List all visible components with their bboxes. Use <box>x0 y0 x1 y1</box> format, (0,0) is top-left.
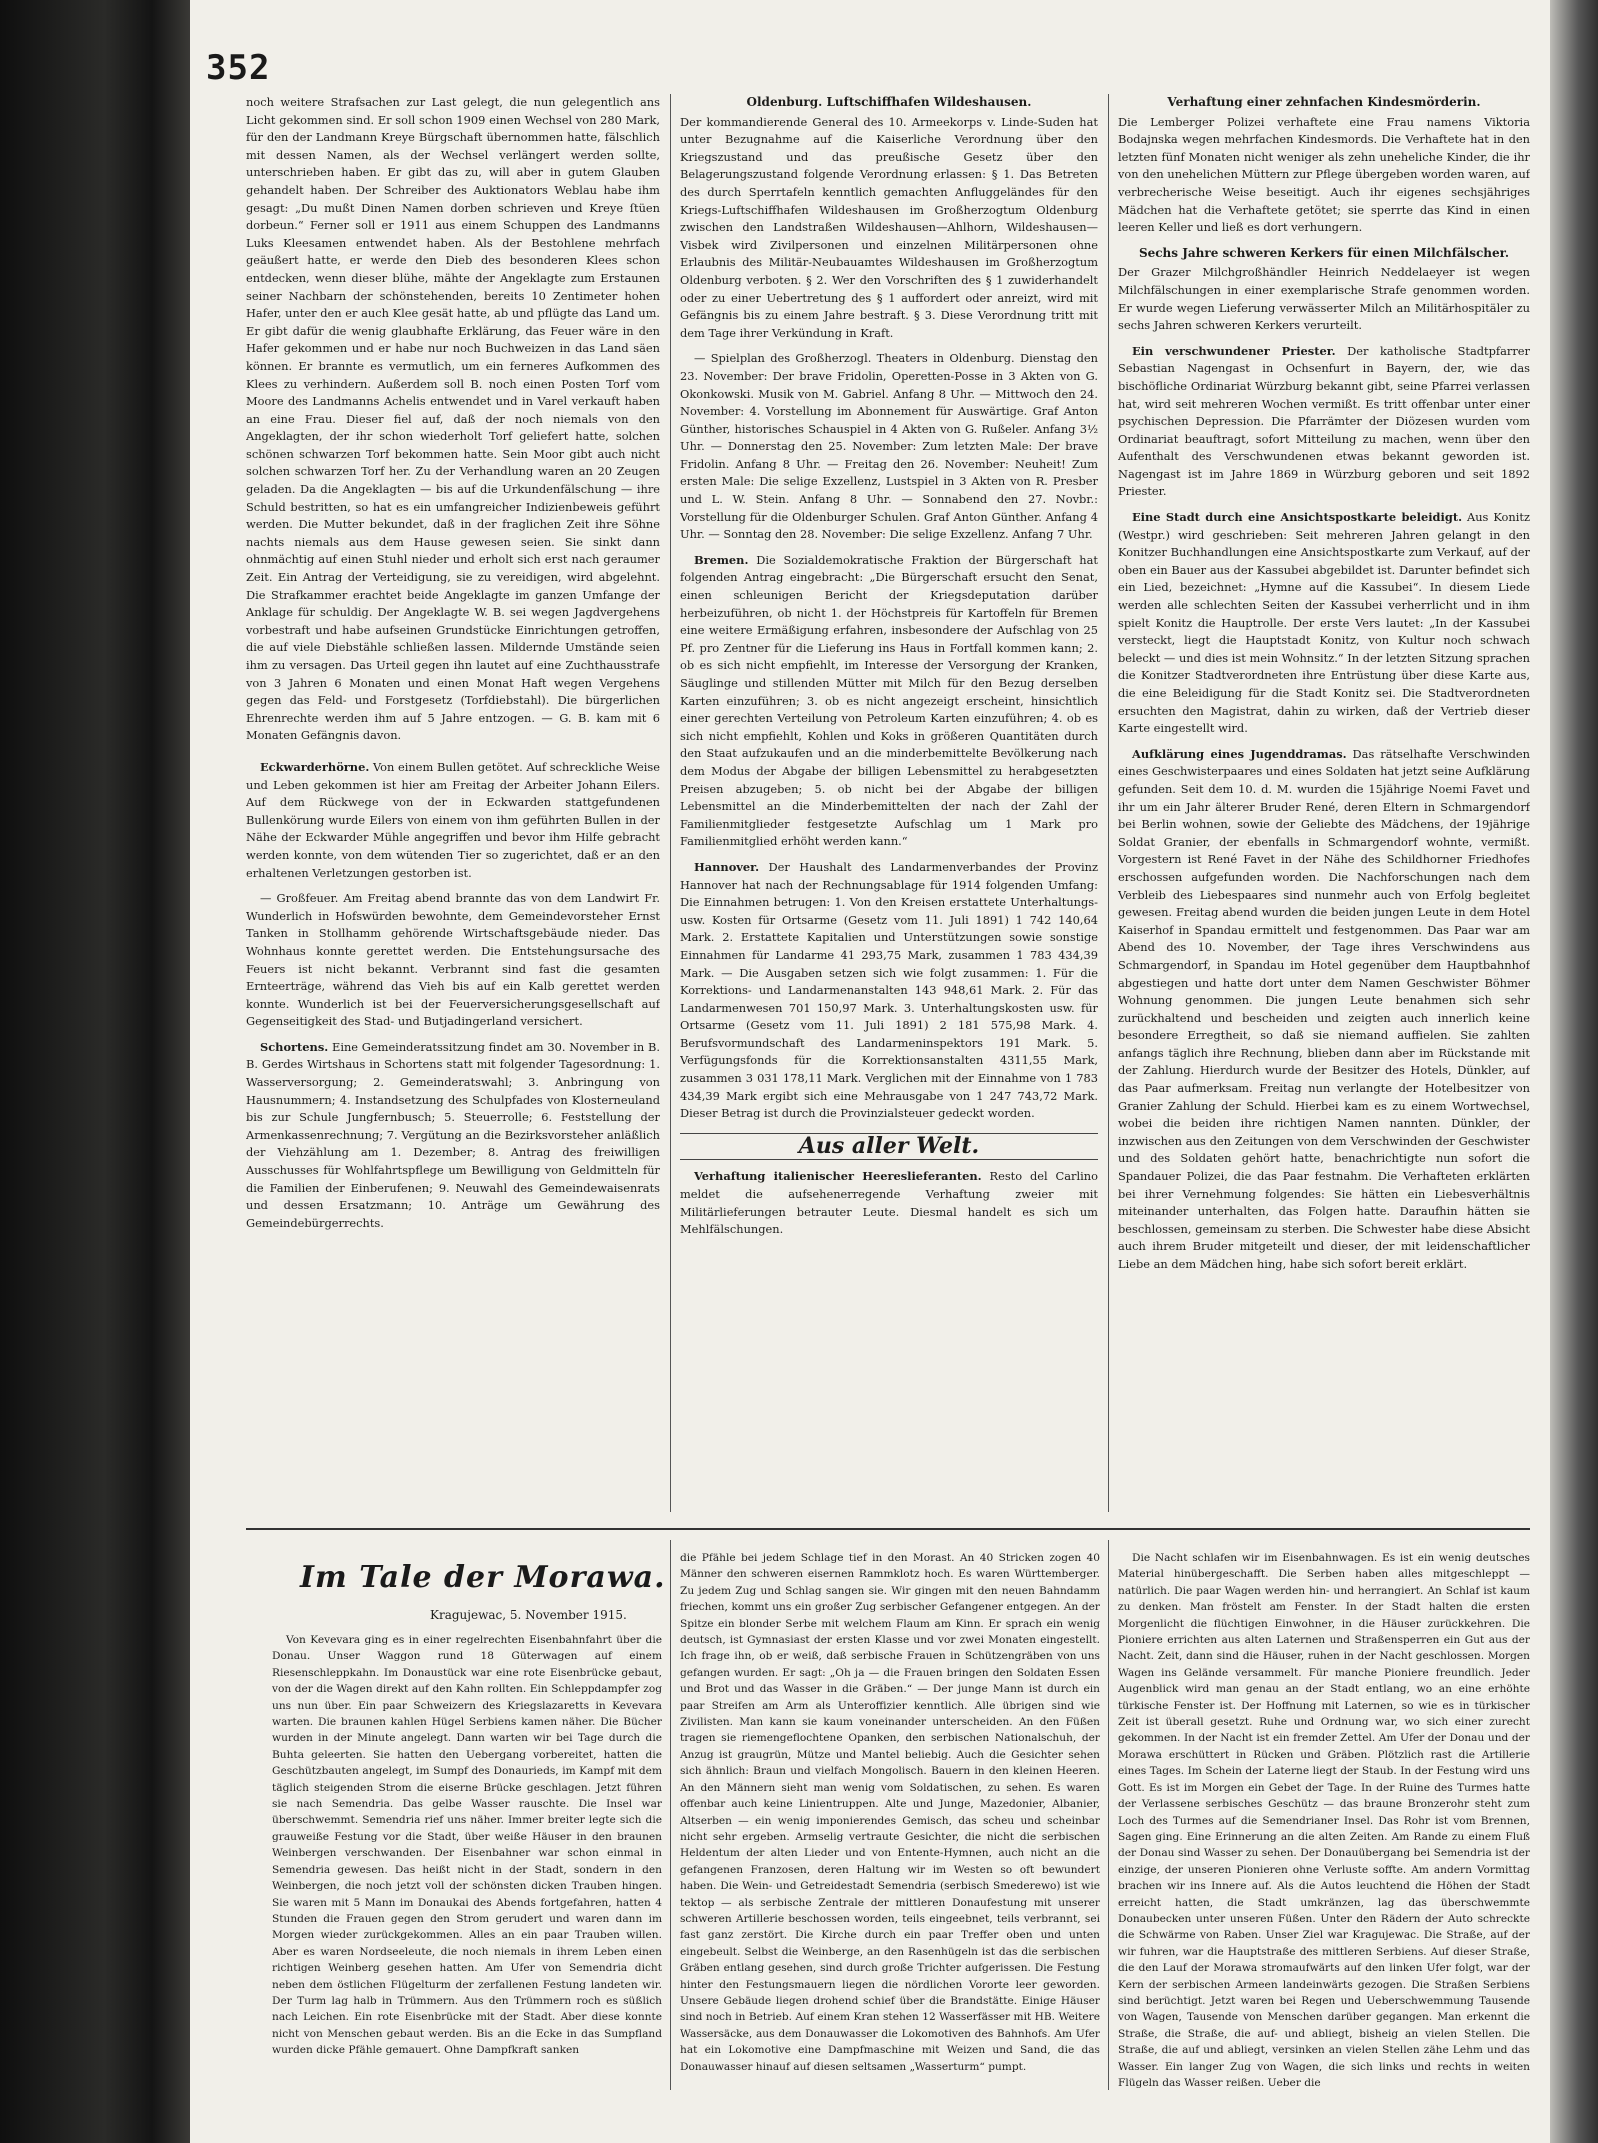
article-headline: Sechs Jahre schweren Kerkers für einen Milchfälscher. <box>1138 245 1510 260</box>
article-paragraph <box>1118 509 1530 738</box>
article-dateline: Hannover. <box>694 859 760 874</box>
article-paragraph <box>1118 746 1530 1274</box>
article-dateline: Schortens. <box>260 1039 329 1054</box>
column-1 <box>246 94 660 1514</box>
article-paragraph: Die Nacht schlafen wir im Eisenbahnwagen. Es ist ein wenig deutsches Material hinübergeschafft. Die Serben haben alles mitgeschleppt — natürlich. Die paar Wagen werden hin- und herrangiert. An Schlaf ist kaum zu denken. Man fröstelt am Fenster. In der Stadt halten die ersten Morgenlicht die flüchtigen Einwohner, in die Häuser zurückkehren. Die Pioniere errichten aus alten Laternen und Straßensperren ein Gut aus der Nacht. Zeit, dann sind die Häuser, ruhen in der Nacht geschlossen. Morgen Wagen ins Gelände versammelt. Für manche Pioniere freundlich. Jeder Augenblick wird man genau an der Stadt entlang, wo an eine erhöhte türkische Fenster ist. Der Hoffnung mit Laternen, so wie es in türkischer Zeit ist überall gesetzt. Ruhe und Ordnung war, wo sich einer zurecht gekommen. In der Nacht ist ein fremder Zettel. Am Ufer der Donau und der Morawa erschüttert in Rücken und Gräben. Plötzlich rast die Artillerie eines Tages. Im Schein der Laterne liegt der Staub. In der Festung wird uns Gott. Es ist im Morgen ein Gebet der Tage. In der Ruine des Turmes hatte der Verlassene serbisches Geschütz — das braune Bronzerohr steht zum Loch des Turmes auf die Semendrianer Insel. Das Rohr ist vom Brennen, Sagen ging. Eine Erinnerung an die alten Zeiten. Am Rande zu einem Fluß der Donau sind Wasser zu sehen. Der Donauübergang bei Semendria ist der einzige, der unseren Pionieren ohne Verluste soffte. Am andern Vormittag brachen wir ins Innere auf. Als die Autos leuchtend die Höhen der Stadt erreicht hatten, die Stadt umkränzen, lag das überschwemmte Donaubecken unter unseren Füßen. Unter den Rädern der Auto schreckte die Schwärme von Raben. Unser Ziel war Kragujewac. Die Straße, auf der wir fuhren, war die Hauptstraße des mittleren Serbiens. Auf dieser Straße, die den Lauf der Morawa stromaufwärts auf den linken Ufer folgt, war der Kern der serbischen Armeen landeinwärts gezogen. Die Straßen Serbiens sind berüchtigt. Jetzt waren bei Regen und Ueberschwemmung Tausende von Wagen, Tausende von Menschen darüber gegangen. Man erkennt die Straße, die Straße, die auf- und abliegt, bisheig an vielen Stellen. Die Straße, die auf und abliegt, versinken an vielen Stellen zähe Lehm und das Wasser. Ein langer Zug von Wagen, die sich links und rechts in weiten Flügeln das Wasser reißen. Ueber die <box>1118 1552 1530 2089</box>
article-dateline: Bremen. <box>694 552 749 567</box>
article-text: Die Sozialdemokratische Fraktion der Bürgerschaft hat folgenden Antrag eingebracht: „Die Bürgerschaft ersucht den Senat, einen schleunigen Bericht der Kriegsdeputation darüber herbeizuführen, ob nicht 1. der Höchstpreis für Kartoffeln für Bremen eine weitere Ermäßigung erfahren, insbesondere der Aufschlag von 25 Pf. pro Zentner für die Lieferung ins Haus in Fortfall kommen kann; 2. ob es sich nicht empfiehlt, im Interesse der Versorgung der Kranken, Säuglinge und stillenden Mütter mit Milch für den Bezug derselben Karten einzuführen; 3. ob es nicht angezeigt erscheint, hinsichtlich einer gerechten Verteilung von Petroleum Karten einzuführen; 4. ob es sich nicht empfiehlt, Kohlen und Koks in größeren Quantitäten durch den Staat aufzukaufen und an die minderbemittelte Bevölkerung nach dem Modus der Abgabe der billigen Lebensmittel zu herabgesetzten Preisen abzugeben; 5. ob nicht bei der Abgabe der billigen Lebensmittel an die Minderbemittelten der nach der Zahl der Familienmitglieder festgesetzte Aufschlag um 1 Mark pro Familienmitglied erhöht werden kann.“ <box>680 552 1098 849</box>
article-paragraph <box>1118 343 1530 501</box>
book-spine <box>0 0 190 2143</box>
article-paragraph <box>680 859 1098 1123</box>
page-edge <box>1550 0 1598 2143</box>
article-text: Der katholische Stadtpfarrer Sebastian Nagengast in Ochsenfurt in Bayern, der, wie das bischöfliche Ordinariat Würzburg bekannt gibt, seine Pfarrei verlassen hat, wird seit mehreren Wochen vermißt. Es tritt offenbar unter einer psychischen Depression. Die Pfarrämter der Diözesen wurden vom Ordinariat beauftragt, sofort Mitteilung zu machen, wenn über den Aufenthalt des Verschwundenen etwas bekannt geworden ist. Nagengast ist im Jahre 1869 in Würzburg geboren und seit 1892 Priester. <box>1118 343 1530 499</box>
section-heading: Aus aller Welt. <box>680 1133 1098 1161</box>
feuilleton-rule <box>246 1528 1530 1530</box>
article-paragraph: die Pfähle bei jedem Schlage tief in den Morast. An 40 Stricken zogen 40 Männer den schweren eisernen Rammklotz hoch. Es waren Württemberger. Zu jedem Zug und Schlag sangen sie. Wir gingen mit den neuen Bahndamm friechen, kommt uns ein großer Zug serbischer Gefangener entgegen. An der Spitze ein blonder Serbe mit welchem Flaum am Kinn. Er sprach ein wenig deutsch, ist Gymnasiast der ersten Klasse und vor zwei Monaten eingestellt. Ich frage ihn, ob er weiß, daß serbische Frauen in Schützengräben von uns gefangen wurden. Er sagt: „Oh ja — die Frauen bringen den Soldaten Essen und Brot und das Wasser in die Gräben.“ — Der junge Mann ist durch ein paar Streifen am Arm als Unteroffizier kenntlich. Alle übrigen sind wie Zivilisten. Man kann sie kaum voneinander unterscheiden. An den Füßen tragen sie riemengeflochtene Opanken, den serbischen Nationalschuh, der Anzug ist graugrün, Mütze und Mantel beliebig. Auch die Gesichter sehen sich ähnlich: Braun und vielfach Mongolisch. Bauern in den kleinen Heeren. An den Männern sieht man wenig vom Soldatischen, zu sehen. Es waren offenbar auch keine Linientruppen. Alte und Junge, Mazedonier, Albanier, Altserben — ein wenig imponierendes Gemisch, das scheu und scheinbar nicht sehr ergeben. Armselig vertraute Gesichter, die nicht die serbischen Heldentum der alten Lieder und von Entente-Hymnen, auch nicht an die gefangenen Franzosen, deren Haltung wir im Westen so oft bewundert haben. Die Wein- und Getreidestadt Semendria (serbisch Smederewo) ist wie tektop — als serbische Zentrale der mittleren Donaufestung mit unserer schweren Artillerie beschossen worden, teils eingeebnet, teils verbrannt, sei fast ganz zerstört. Die Kirche durch ein paar Treffer oben und unten eingebeult. Selbst die Weinberge, an den Rasenhügeln ist das die serbischen Gräben entlang gesehen, sind durch große Trichter aufgerissen. Die Festung hinter den Festungsmauern liegen die nördlichen Vororte leer geworden. Unsere Gebäude liegen drohend schief über die Brandstätte. Einige Häuser sind noch in Betrieb. Auf einem Kran stehen 12 Wasserfässer mit HB. Weitere Wassersäcke, aus dem Donauwasser die Lokomotiven des Bahnhofs. Am Ufer hat ein Lokomotive eine Dampfmaschine mit Weizen und Sand, die das Donauwasser hinauf auf diesen seltsamen „Wasserturm“ pumpt. <box>680 1552 1100 2073</box>
column-3 <box>1118 94 1530 1514</box>
article-paragraph <box>680 1168 1098 1238</box>
column-rule <box>1108 94 1109 1512</box>
article-text: Eine Gemeinderatssitzung findet am 30. November in B. B. Gerdes Wirtshaus in Schortens statt mit folgender Tagesordnung: 1. Wasserversorgung; 2. Gemeinderatswahl; 3. Anbringung von Hausnummern; 4. Instandsetzung des Schulpfades von Klosterneuland bis zur Schule Jungfernbusch; 5. Steuerrolle; 6. Feststellung der Armenkassenrechnung; 7. Vergütung an die Bezirksvorsteher anläßlich der Viehzählung am 1. Dezember; 8. Antrag des freiwilligen Ausschusses für Wohlfahrtspflege um Bewilligung von Geldmitteln für die Familien der Einberufenen; 9. Neuwahl des Gemeindewaisenrats und dessen Ersatzmann; 10. Anträge um Gewährung des Gemeindebürgerrechts. <box>246 1039 660 1230</box>
article-paragraph <box>246 1039 660 1233</box>
page-number: 352 <box>206 48 271 88</box>
article-paragraph: Der kommandierende General des 10. Armeekorps v. Linde-Suden hat unter Bezugnahme auf die Kaiserliche Verordnung über den Kriegszustand und das preußische Gesetz über den Belagerungszustand folgende Verordnung erlassen: § 1. Das Betreten des durch Sperrtafeln kenntlich gemachten Anfluggeländes für den Kriegs-Luftschiffhafen Wildeshausen im Großherzogtum Oldenburg zwischen den Landstraßen Wildeshausen—Ahlhorn, Wildeshausen—Visbek wird Zivilpersonen und einzelnen Militärpersonen ohne Erlaubnis des Militär-Neubauamtes Wildeshausen im Großherzogtum Oldenburg verboten. § 2. Wer den Vorschriften des § 1 zuwiderhandelt oder zu einer Uebertretung des § 1 auffordert oder anreizt, wird mit Gefängnis bis zu einem Jahre bestraft. § 3. Diese Verordnung tritt mit dem Tage ihrer Verkündung in Kraft. <box>680 114 1098 340</box>
feuilleton-column-2 <box>680 1550 1100 2090</box>
article-paragraph: Der Grazer Milchgroßhändler Heinrich Neddelaeyer ist wegen Milchfälschungen in einer exemplarische Strafe genommen worden. Er wurde wegen Lieferung verwässerter Milch an Militärhospitäler zu sechs Jahren schweren Kerkers verurteilt. <box>1118 265 1530 333</box>
feuilleton-dateline: Kragujewac, 5. November 1915. <box>430 1608 627 1622</box>
feuilleton-column-1 <box>272 1632 662 2087</box>
article-headline: Ein verschwundener Priester. <box>1132 343 1336 358</box>
feuilleton-title: Im Tale der Morawa. <box>300 1560 666 1595</box>
article-headline: Oldenburg. Luftschiffhafen Wildeshausen. <box>746 95 1032 109</box>
feuilleton-column-3 <box>1118 1550 1530 2090</box>
article-text: Von einem Bullen getötet. Auf schreckliche Weise und Leben gekommen ist hier am Freitag der Arbeiter Johann Eilers. Auf dem Rückwege von der in Eckwarden stattgefundenen Bullenkörung wurde Eilers von einem von ihm geführten Bullen in der Nähe der Eckwarder Mühle angegriffen und bevor ihm Hilfe gebracht werden konnte, von dem wütenden Tier so zugerichtet, daß er an den erhaltenen Verletzungen gestorben ist. <box>246 759 660 880</box>
article-text: Aus Konitz (Westpr.) wird geschrieben: Seit mehreren Jahren gelangt in den Konitzer Buchhandlungen eine Ansichtspostkarte zum Verkauf, auf der oben ein Bauer aus der Kassubei abgebildet ist. Darunter befindet sich ein Lied, bezeichnet: „Hymne auf die Kassubei“. In diesem Liede werden alle schlechten Seiten der Kassubei verherrlicht und in ihm spielt Konitz die Hauptrolle. Der erste Vers lautet: „In der Kassubei versteckt, liegt die Hauptstadt Konitz, von Kultur noch schwach beleckt — und dies ist mein Wohnsitz.“ In der letzten Sitzung sprachen die Konitzer Stadtverordneten ihre Entrüstung über diese Karte aus, die eine Beleidigung für die Stadt Konitz sei. Die Stadtverordneten ersuchten den Magistrat, dahin zu wirken, daß der Vertrieb dieser Karte eingestellt wird. <box>1118 510 1530 736</box>
article-paragraph: Die Lemberger Polizei verhaftete eine Frau namens Viktoria Bodajnska wegen mehrfachen Kindesmords. Die Verhaftete hat in den letzten fünf Monaten nicht weniger als zehn uneheliche Kinder, die ihr von den unehelichen Müttern zur Pflege übergeben worden waren, auf verbrecherische Weise beseitigt. Auch ihr eigenes sechsjähriges Mädchen hat die Verhaftete getötet; sie sperrte das Kind in einen leeren Keller und ließ es dort verhungern. <box>1118 114 1530 235</box>
column-2 <box>680 94 1098 1514</box>
article-paragraph: — Spielplan des Großherzogl. Theaters in Oldenburg. Dienstag den 23. November: Der brave Fridolin, Operetten-Posse in 3 Akten von G. Okonkowski. Musik von M. Gabriel. Anfang 8 Uhr. — Mittwoch den 24. November: 4. Vorstellung im Abonnement für Auswärtige. Graf Anton Günther, historisches Schauspiel in 4 Akten von G. Rußeler. Anfang 3½ Uhr. — Donnerstag den 25. November: Zum letzten Male: Der brave Fridolin. Anfang 8 Uhr. — Freitag den 26. November: Neuheit! Zum ersten Male: Die selige Exzellenz, Lustspiel in 3 Akten von R. Presber und L. W. Stein. Anfang 8 Uhr. — Sonnabend den 27. Novbr.: Vorstellung für die Oldenburger Schulen. Graf Anton Günther. Anfang 4 Uhr. — Sonntag den 28. November: Die selige Exzellenz. Anfang 7 Uhr. <box>680 351 1098 542</box>
column-rule <box>670 94 671 1512</box>
article-headline: Verhaftung einer zehnfachen Kindesmörderin. <box>1167 95 1481 109</box>
article-headline: Aufklärung eines Jugenddramas. <box>1132 746 1347 761</box>
article-paragraph: — Großfeuer. Am Freitag abend brannte das von dem Landwirt Fr. Wunderlich in Hofswürden bewohnte, dem Gemeindevorsteher Ernst Tanken in Stollhamm gehörende Wirtschaftsgebäude nieder. Das Wohnhaus konnte gerettet werden. Die Entstehungsursache des Feuers ist nicht bekannt. Verbrannt sind fast die gesamten Ernteerträge, während das Vieh bis auf ein Kalb gerettet werden konnte. Wunderlich ist bei der Feuerversicherungsgesellschaft auf Gegenseitigkeit des Stad- und Butjadingerland versichert. <box>246 891 660 1029</box>
article-text: Das rätselhafte Verschwinden eines Geschwisterpaares und eines Soldaten hat jetzt seine Aufklärung gefunden. Seit dem 10. d. M. wurden die 15jährige Noemi Favet und ihr um ein Jahr älterer Bruder René, deren Eltern in Schmargendorf bei Berlin wohnen, sowie der Geliebte des Mädchens, der 19jährige Soldat Granier, der ebenfalls in Schmargendorf wohnte, vermißt. Vorgestern ist René Favet in der Nähe des Schildhorner Friedhofes erschossen aufgefunden worden. Die Nachforschungen nach dem Verbleib des Liebespaares sind nunmehr auch von Erfolg begleitet gewesen. Freitag abend wurden die beiden jungen Leute in dem Hotel Kaiserhof in Spandau ermittelt und festgenommen. Das Paar war am Abend des 10. November, der Tage ihres Verschwindens aus Schmargendorf, in Spandau im Hotel gegenüber dem Hauptbahnhof abgestiegen und hatte dort unter dem Namen Geschwister Böhmer Wohnung genommen. Die jungen Leute benahmen sich sehr zurückhaltend und bescheiden und zeigten auch innerlich keine besondere Erregtheit, so daß sie niemand auffielen. Sie zahlten anfangs täglich ihre Rechnung, blieben dann aber im Rückstande mit der Zahlung. Hierdurch wurde der Besitzer des Hotels, Dünkler, auf das Paar aufmerksam. Freitag nun verlangte der Hotelbesitzer von Granier Zahlung der Schuld. Hierbei kam es zu einem Wortwechsel, wobei die beiden ihre richtigen Namen nannten. Dünkler, der inzwischen aus den Zeitungen von dem Verschwinden der Geschwister und des Soldaten gehört hatte, benachrichtigte nun sofort die Spandauer Polizei, die das Paar festnahm. Die Verhafteten erklärten bei ihrer Vernehmung folgendes: Sie hätten ein Liebesverhältnis miteinander unterhalten, das Folgen hatte. Daraufhin hätten sie beschlossen, gemeinsam zu sterben. Die Schwester habe diese Absicht auch ihrem Bruder mitgeteilt und dieser, der mit leidenschaftlicher Liebe an dem Mädchen hing, habe sich sofort bereit erklärt. <box>1118 746 1530 1271</box>
article-paragraph: noch weitere Strafsachen zur Last gelegt, die nun gelegentlich ans Licht gekommen sind. Er soll schon 1909 einen Wechsel von 280 Mark, für den der Landmann Kreye Bürgschaft übernommen hatte, fälschlich mit dessen Namen, als der Wechsel verlängert werden sollte, unterschrieben haben. Er gibt das zu, will aber in gutem Glauben gehandelt haben. Der Schreiber des Auktionators Weblau habe ihm gesagt: „Du mußt Dinen Namen dorben schrieven und Kreye ſtüen dorbeun.“ Ferner soll er 1911 aus einem Schuppen des Landmanns Luks Kleesamen entwendet haben. Als der Bestohlene mehrfach geäußert hatte, er werde den Dieb des besonderen Klees schon entdecken, wenn dieser blühe, mähte der Angeklagte zum Erstaunen seiner Nachbarn der schönstehenden, bereits 10 Zentimeter hohen Hafer, unter den er auch Klee gesät hatte, ab und pflügte das Land um. Er gibt dafür die wenig glaubhafte Erklärung, das Feuer wäre in den Hafer gekommen und er habe nur noch Buchweizen in das Land säen können. Er brannte es vermutlich, um ein ferneres Aufkommen des Klees zu verhindern. Außerdem soll B. noch einen Posten Torf vom Moore des Landmanns Achelis entwendet und in Varel verkauft haben an eine Frau. Dieser fiel auf, daß der noch niemals von den Angeklagten, der ihr schon wiederholt Torf geliefert hatte, solchen schönen schwarzen Torf bekommen hatte. Sein Moor gibt auch nicht solchen schwarzen Torf her. Zu der Verhandlung waren an 20 Zeugen geladen. Da die Angeklagten — bis auf die Urkundenfälschung — ihre Schuld bestritten, so hat es ein umfangreicher Indizienbeweis geführt werden. Die Mutter bekundet, daß in der fraglichen Zeit ihre Söhne nachts niemals aus dem Hause gewesen seien. Sie sinkt dann ohnmächtig auf einen Stuhl nieder und erholt sich erst nach geraumer Zeit. Ein Antrag der Verteidigung, sie zu vereidigen, wird abgelehnt. Die Strafkammer erachtet beide Angeklagte im ganzen Umfange der Anklage für schuldig. Der Angeklagte W. B. sei wegen Jagdvergehens vorbestraft und habe aufseinen Grundstücke Einrichtungen getroffen, die auf viele Diebstähle schließen lassen. Mildernde Umstände seien ihm zu versagen. Das Urteil gegen ihn lautet auf eine Zuchthausstrafe von 3 Jahren 6 Monaten und einen Monat Haft wegen Vergehens gegen das Feld- und Forstgesetz (Torfdiebstahl). Die bürgerlichen Ehrenrechte werden ihm auf 5 Jahre entzogen. — G. B. kam mit 6 Monaten Gefängnis davon. <box>246 95 660 743</box>
article-headline: Eine Stadt durch eine Ansichtspostkarte beleidigt. <box>1132 510 1463 525</box>
article-dateline: Eckwarderhörne. <box>260 759 370 774</box>
article-paragraph <box>680 552 1098 851</box>
article-paragraph: Von Kevevara ging es in einer regelrechten Eisenbahnfahrt über die Donau. Unser Waggon rund 18 Güterwagen auf einem Riesenschleppkahn. Im Donaustück war eine rote Eisenbrücke gebaut, von der die Wagen direkt auf den Kahn rollten. Ein Schleppdampfer zog uns nun über. Ein paar Schweizern des Kriegslazaretts in Kevevara warten. Die braunen kahlen Hügel Serbiens kamen näher. Die Bücher wurden in der Minute angelegt. Dann warten wir bei Tage durch die Buhta geleerten. Sie hatten den Uebergang vorbereitet, hatten die Geschützbauten angelegt, im Sumpf des Donaurieds, im Kampf mit dem täglich steigenden Strom die eiserne Brücke geschlagen. Jetzt führen sie nach Semendria. Das gelbe Wasser rauschte. Die Insel war überschwemmt. Semendria rief uns näher. Immer breiter legte sich die grauweiße Festung vor die Stadt, über weiße Häuser in den braunen Weinbergen verschwanden. Der Eisenbahner war schon einmal in Semendria gewesen. Das heißt nicht in der Stadt, sondern in den Weinbergen, die noch jetzt voll der schönsten dicken Trauben hingen. Sie waren mit 5 Mann im Donaukai des Abends fortgefahren, hatten 4 Stunden die Frauen gegen den Strom gerudert und waren dann im Morgen wieder zurückgekommen. Alles an ein paar Trauben willen. Aber es waren Nordseeleute, die noch niemals in ihrem Leben einen richtigen Weinberg gesehen hatten. Am Ufer von Semendria dicht neben dem östlichen Flügelturm der zerfallenen Festung landeten wir. Der Turm lag halb in Trümmern. Aus den Trümmern roch es süßlich nach Leichen. Ein rote Eisenbrücke mit der Stadt. Aber diese konnte nicht von Menschen gebaut werden. Bis an die Ecke in das Sumpfland wurden dicke Pfähle gemauert. Ohne Dampfkraft sanken <box>272 1634 662 2057</box>
article-text: Der Haushalt des Landarmenverbandes der Provinz Hannover hat nach der Rechnungsablage für 1914 folgenden Umfang: Die Einnahmen betrugen: 1. Von den Kreisen erstattete Unterhaltungs- usw. Kosten für Ortsarme (Gesetz vom 11. Juli 1891) 1 742 140,64 Mark. 2. Erstattete Kapitalien und Unterstützungen sowie sonstige Einnahmen für Landarme 41 293,75 Mark, zusammen 1 783 434,39 Mark. — Die Ausgaben setzen sich wie folgt zusammen: 1. Für die Korrektions- und Landarmenanstalten 143 948,61 Mark. 2. Für das Landarmenwesen 701 150,97 Mark. 3. Unterhaltungskosten usw. für Ortsarme (Gesetz vom 11. Juli 1891) 2 181 575,98 Mark. 4. Berufsvormundschaft des Landarmeninspektors 191 Mark. 5. Verfügungsfonds für die Korrektionsanstalten 4311,55 Mark, zusammen 3 031 178,11 Mark. Verglichen mit der Einnahme von 1 783 434,39 Mark ergibt sich eine Mehrausgabe von 1 247 743,72 Mark. Dieser Betrag ist durch die Provinzialsteuer gedeckt worden. <box>680 859 1098 1121</box>
article-headline: Verhaftung italienischer Heereslieferanten. <box>694 1169 982 1184</box>
column-rule <box>670 1540 671 2090</box>
column-rule <box>1108 1540 1109 2090</box>
article-paragraph <box>246 759 660 882</box>
article-text: Resto del Carlino meldet die aufsehenerregende Verhaftung zweier mit Militärlieferungen betrauter Leute. Diesmal handelt es sich um Mehlfälschungen. <box>680 1169 1098 1237</box>
